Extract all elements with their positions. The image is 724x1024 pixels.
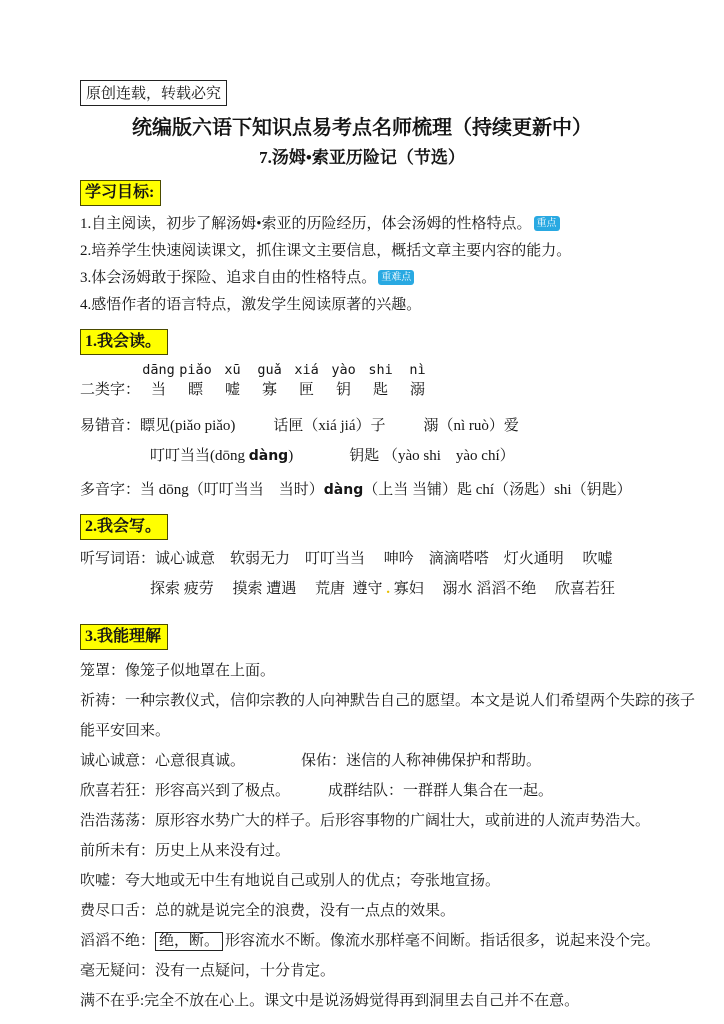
character: 溺 bbox=[410, 382, 426, 398]
pinyin: xiá bbox=[294, 362, 319, 378]
char-column bbox=[251, 361, 288, 401]
definition-text: 完全不放在心上。课文中是说汤姆觉得再到洞里去自己并不在意。 bbox=[144, 993, 580, 1009]
reading-heading-row bbox=[80, 329, 702, 355]
definition-row bbox=[80, 686, 702, 746]
definition-term: 前所未有： bbox=[80, 843, 156, 859]
definition-text: 夸大地或无中生有地说自己或别人的优点；夸张地宣扬。 bbox=[125, 873, 501, 889]
dictation-words: 诚心诚意 软弱无力 叮叮当当 呻吟 滴滴嗒嗒 灯火通明 吹嘘 bbox=[155, 551, 613, 567]
pinyin: yào bbox=[331, 362, 356, 378]
definition-term: 保佑： bbox=[301, 753, 347, 769]
char-column bbox=[325, 361, 362, 401]
definition-term: 毫无疑问： bbox=[80, 963, 156, 979]
definitions-list bbox=[80, 656, 702, 1016]
dictation-label: 听写词语： bbox=[80, 551, 156, 567]
definition-row bbox=[80, 776, 702, 806]
objective-text: 3.体会汤姆敢于探险、追求自由的性格特点。 bbox=[80, 270, 377, 286]
mispronounce-label: 易错音： bbox=[80, 418, 141, 434]
pinyin: shi bbox=[368, 362, 393, 378]
mispronounce-group: ) bbox=[288, 448, 294, 464]
definition-row bbox=[80, 746, 702, 776]
character: 匙 bbox=[373, 382, 389, 398]
definition-term: 满不在乎: bbox=[80, 993, 145, 1009]
objective-text: 4.感悟作者的语言特点，激发学生阅读原著的兴趣。 bbox=[80, 297, 422, 313]
key-point-badge: 重点 bbox=[534, 216, 560, 231]
comprehension-heading-row bbox=[80, 624, 702, 650]
mispronounce-line-2 bbox=[80, 441, 702, 471]
char-column bbox=[177, 361, 214, 401]
notice-row bbox=[80, 80, 702, 106]
objective-item bbox=[80, 292, 702, 319]
reading-section-heading: 1.我会读。 bbox=[80, 329, 168, 355]
pinyin: xū bbox=[224, 362, 241, 378]
definition-row bbox=[80, 806, 702, 836]
pinyin: guǎ bbox=[257, 362, 282, 378]
writing-heading-row bbox=[80, 514, 702, 540]
definition-text: 没有一点疑问，十分肯定。 bbox=[155, 963, 336, 979]
char-column bbox=[288, 361, 325, 401]
char-column bbox=[399, 361, 436, 401]
mispronounce-group: 溺（nì ruò）爱 bbox=[423, 418, 519, 434]
definition-row bbox=[80, 836, 702, 866]
definition-term: 吹嘘： bbox=[80, 873, 126, 889]
boxed-gloss: 绝，断。 bbox=[155, 932, 223, 951]
definition-text: 心意很真诚。 bbox=[155, 753, 246, 769]
dictation-words: 寡妇 溺水 滔滔不绝 欣喜若狂 bbox=[390, 581, 616, 597]
char-column bbox=[140, 361, 177, 401]
polyphone-text: 当 dōng（叮叮当当 当时） bbox=[140, 482, 324, 498]
objective-text: 1.自主阅读，初步了解汤姆•索亚的历险经历，体会汤姆的性格特点。 bbox=[80, 216, 532, 232]
definition-term: 成群结队： bbox=[328, 783, 404, 799]
character: 钥 bbox=[336, 382, 352, 398]
definition-term: 祈祷： bbox=[80, 693, 126, 709]
writing-section-heading: 2.我会写。 bbox=[80, 514, 168, 540]
definition-row bbox=[80, 866, 702, 896]
definition-row bbox=[80, 986, 702, 1016]
polyphone-line bbox=[80, 477, 702, 504]
mispronounce-group: 话匣（xiá jiá）子 bbox=[273, 418, 386, 434]
key-difficult-point-badge: 重难点 bbox=[378, 270, 414, 285]
definition-text: 形容流水不断。像流水那样毫不间断。指话很多，说起来没个完。 bbox=[225, 933, 661, 949]
polyphone-label: 多音字： bbox=[80, 482, 141, 498]
pinyin: dāng bbox=[142, 362, 175, 378]
definition-text: 形容高兴到了极点。 bbox=[155, 783, 291, 799]
definition-term: 费尽口舌： bbox=[80, 903, 156, 919]
definition-term: 诚心诚意： bbox=[80, 753, 156, 769]
char-column bbox=[214, 361, 251, 401]
dictation-line-2 bbox=[80, 574, 702, 604]
definition-row bbox=[80, 926, 702, 956]
definition-term: 滔滔不绝： bbox=[80, 933, 156, 949]
character: 当 bbox=[151, 382, 167, 398]
definition-text: 历史上从来没有过。 bbox=[155, 843, 291, 859]
yellow-dot: . bbox=[386, 581, 391, 597]
dictation-words: 探索 疲劳 摸索 遭遇 荒唐 遵守 bbox=[150, 581, 387, 597]
pinyin: piǎo bbox=[179, 362, 212, 378]
char-row-label: 二类字： bbox=[80, 382, 141, 398]
definition-term: 欣喜若狂： bbox=[80, 783, 156, 799]
definition-text: 总的就是说完全的浪费，没有一点点的效果。 bbox=[155, 903, 456, 919]
objective-item bbox=[80, 238, 702, 265]
definition-text: 迷信的人称神佛保护和帮助。 bbox=[346, 753, 542, 769]
definition-row bbox=[80, 656, 702, 686]
character: 瞟 bbox=[188, 382, 204, 398]
definition-term: 笼罩： bbox=[80, 663, 126, 679]
pinyin: nì bbox=[409, 362, 426, 378]
two-class-character-table bbox=[80, 361, 702, 401]
definition-text: 像笼子似地罩在上面。 bbox=[125, 663, 276, 679]
mispronounce-group: 叮叮当当(dōng bbox=[150, 448, 249, 464]
definition-text: 原形容水势广大的样子。后形容事物的广阔壮大，或前进的人流声势浩大。 bbox=[155, 813, 651, 829]
definition-row bbox=[80, 956, 702, 986]
objective-text: 2.培养学生快速阅读课文，抓住课文主要信息，概括文章主要内容的能力。 bbox=[80, 243, 572, 259]
objectives-heading-row bbox=[80, 180, 702, 206]
comprehension-section-heading: 3.我能理解 bbox=[80, 624, 168, 650]
definition-text: 一种宗教仪式，信仰宗教的人向神默告自己的愿望。本文是说人们希望两个失踪的孩子能平安回来。 bbox=[80, 693, 696, 739]
mispronounce-group: 瞟见(piǎo piǎo) bbox=[140, 418, 236, 434]
bold-pinyin: dàng bbox=[248, 448, 289, 464]
bold-pinyin: dàng bbox=[323, 482, 364, 498]
definition-text: 一群群人集合在一起。 bbox=[403, 783, 554, 799]
polyphone-text: （上当 当铺）匙 chí（汤匙）shi（钥匙） bbox=[363, 482, 632, 498]
objectives-heading: 学习目标: bbox=[80, 180, 161, 206]
character: 嘘 bbox=[225, 382, 241, 398]
objective-item bbox=[80, 265, 702, 292]
copyright-notice: 原创连载，转载必究 bbox=[80, 80, 227, 106]
definition-row bbox=[80, 896, 702, 926]
char-column bbox=[362, 361, 399, 401]
lesson-subtitle: 7.汤姆•索亚历险记（节选） bbox=[259, 148, 465, 167]
mispronounce-line-1 bbox=[80, 411, 702, 441]
character: 寡 bbox=[262, 382, 278, 398]
page-title: 统编版六语下知识点易考点名师梳理（持续更新中） bbox=[132, 117, 592, 139]
mispronounce-group: 钥匙 （yào shi yào chí） bbox=[349, 448, 515, 464]
objectives-list bbox=[80, 211, 702, 319]
definition-term: 浩浩荡荡： bbox=[80, 813, 156, 829]
objective-item bbox=[80, 211, 702, 238]
character: 匣 bbox=[299, 382, 315, 398]
dictation-line-1 bbox=[80, 544, 702, 574]
